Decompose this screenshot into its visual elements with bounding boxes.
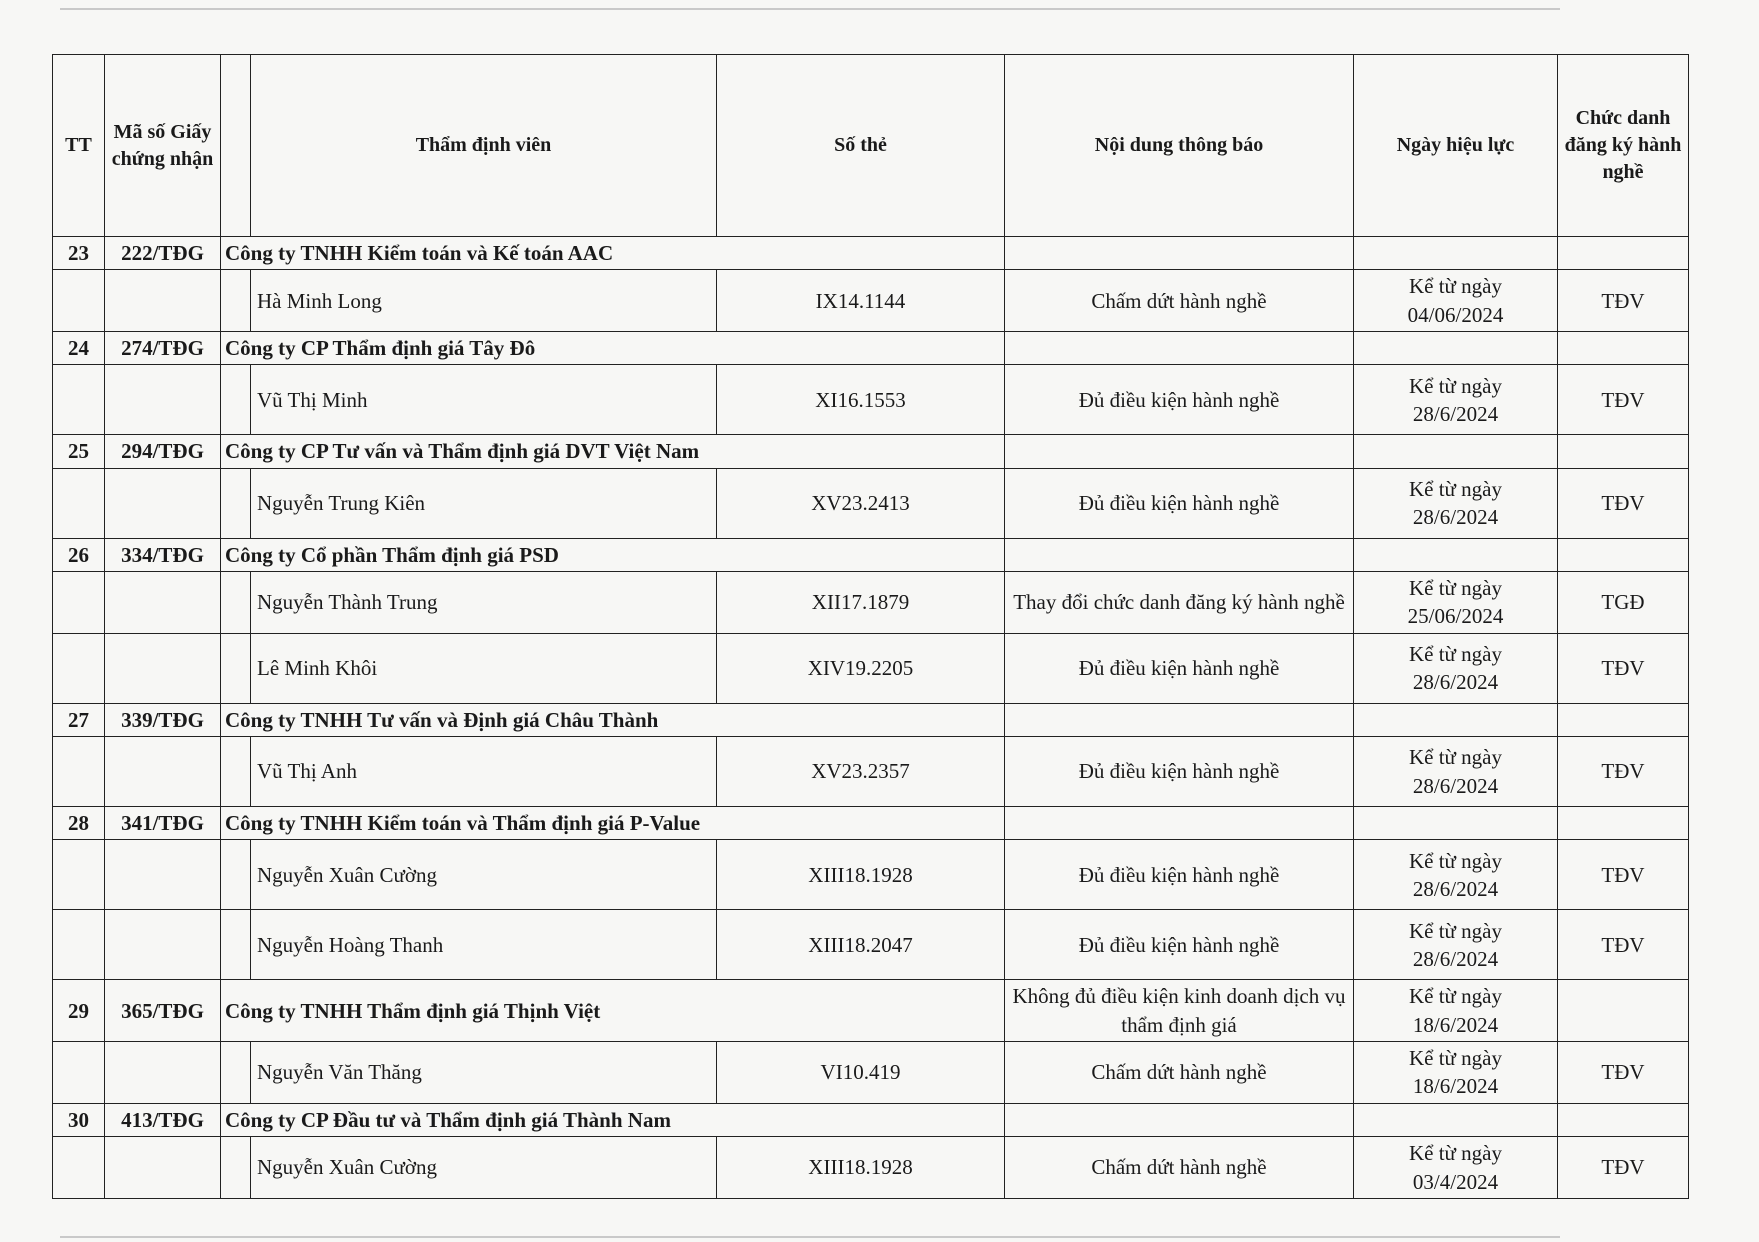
scan-artifact-top xyxy=(60,8,1560,10)
appraiser-name: Nguyễn Hoàng Thanh xyxy=(251,910,717,980)
company-date-empty xyxy=(1354,538,1558,571)
effective-date xyxy=(1354,633,1558,703)
row-spacer xyxy=(221,910,251,980)
practice-title: TĐV xyxy=(1558,365,1689,435)
practice-title: TĐV xyxy=(1558,633,1689,703)
company-row xyxy=(53,237,1689,270)
certificate-code: 294/TĐG xyxy=(105,435,221,468)
date-label: Kể từ ngày xyxy=(1408,641,1503,666)
date-label: Kể từ ngày xyxy=(1408,1046,1503,1071)
row-tt: 25 xyxy=(53,435,105,468)
notice-content: Đủ điều kiện hành nghề xyxy=(1005,840,1354,910)
appraiser-row xyxy=(53,1042,1689,1104)
row-tt: 26 xyxy=(53,538,105,571)
date-value: 18/6/2024 xyxy=(1412,1012,1499,1037)
appraiser-name: Vũ Thị Anh xyxy=(251,737,717,807)
practice-title: TĐV xyxy=(1558,1137,1689,1199)
card-number: XIV19.2205 xyxy=(717,633,1005,703)
certificate-code-empty xyxy=(105,468,221,538)
date-value: 28/6/2024 xyxy=(1412,876,1499,901)
date-label: Kể từ ngày xyxy=(1408,576,1503,601)
row-tt: 23 xyxy=(53,237,105,270)
certificate-code-empty xyxy=(105,572,221,634)
certificate-code-empty xyxy=(105,1042,221,1104)
row-tt-empty xyxy=(53,270,105,332)
notice-content: Đủ điều kiện hành nghề xyxy=(1005,910,1354,980)
appraiser-name: Nguyễn Văn Thăng xyxy=(251,1042,717,1104)
date-value: 28/6/2024 xyxy=(1412,946,1499,971)
company-row xyxy=(53,332,1689,365)
company-row xyxy=(53,435,1689,468)
effective-date xyxy=(1354,840,1558,910)
row-spacer xyxy=(221,468,251,538)
company-notice-empty xyxy=(1005,237,1354,270)
company-name: Công ty CP Thẩm định giá Tây Đô xyxy=(221,332,1005,365)
date-label: Kể từ ngày xyxy=(1408,918,1503,943)
card-number: XIII18.1928 xyxy=(717,840,1005,910)
company-date-empty xyxy=(1354,435,1558,468)
company-date-empty xyxy=(1354,1103,1558,1136)
card-number: XV23.2413 xyxy=(717,468,1005,538)
company-date-empty xyxy=(1354,332,1558,365)
date-label: Kể từ ngày xyxy=(1408,745,1503,770)
company-title-empty xyxy=(1558,332,1689,365)
card-number: VI10.419 xyxy=(717,1042,1005,1104)
certificate-code-empty xyxy=(105,737,221,807)
effective-date xyxy=(1354,1137,1558,1199)
notice-content: Đủ điều kiện hành nghề xyxy=(1005,468,1354,538)
row-spacer xyxy=(221,1042,251,1104)
company-date-empty xyxy=(1354,703,1558,736)
notice-content: Đủ điều kiện hành nghề xyxy=(1005,633,1354,703)
certificate-code: 365/TĐG xyxy=(105,980,221,1042)
card-number: XII17.1879 xyxy=(717,572,1005,634)
company-title-empty xyxy=(1558,703,1689,736)
header-tt: TT xyxy=(53,55,105,237)
row-tt-empty xyxy=(53,737,105,807)
effective-date xyxy=(1354,365,1558,435)
notice-content: Thay đổi chức danh đăng ký hành nghề xyxy=(1005,572,1354,634)
header-code: Mã số Giấy chứng nhận xyxy=(105,55,221,237)
row-tt-empty xyxy=(53,1042,105,1104)
certificate-code: 413/TĐG xyxy=(105,1103,221,1136)
company-row xyxy=(53,703,1689,736)
card-number: XV23.2357 xyxy=(717,737,1005,807)
practice-title: TĐV xyxy=(1558,737,1689,807)
notice-content: Chấm dứt hành nghề xyxy=(1005,1042,1354,1104)
effective-date xyxy=(1354,572,1558,634)
practice-title: TGĐ xyxy=(1558,572,1689,634)
company-name: Công ty Cổ phần Thẩm định giá PSD xyxy=(221,538,1005,571)
date-value: 25/06/2024 xyxy=(1407,604,1504,629)
company-row xyxy=(53,538,1689,571)
date-value: 28/6/2024 xyxy=(1412,670,1499,695)
effective-date xyxy=(1354,468,1558,538)
certificate-code-empty xyxy=(105,840,221,910)
company-row xyxy=(53,807,1689,840)
practice-title: TĐV xyxy=(1558,1042,1689,1104)
row-spacer xyxy=(221,840,251,910)
date-label: Kể từ ngày xyxy=(1408,373,1503,398)
certificate-code: 274/TĐG xyxy=(105,332,221,365)
row-spacer xyxy=(221,737,251,807)
notice-content: Đủ điều kiện hành nghề xyxy=(1005,737,1354,807)
appraiser-row xyxy=(53,840,1689,910)
appraiser-row xyxy=(53,270,1689,332)
row-tt-empty xyxy=(53,633,105,703)
date-value: 03/4/2024 xyxy=(1412,1169,1499,1194)
notice-content: Đủ điều kiện hành nghề xyxy=(1005,365,1354,435)
company-notice: Không đủ điều kiện kinh doanh dịch vụ thẩm định giá xyxy=(1005,980,1354,1042)
row-tt: 30 xyxy=(53,1103,105,1136)
company-title-empty xyxy=(1558,980,1689,1042)
row-tt-empty xyxy=(53,468,105,538)
appraiser-row xyxy=(53,1137,1689,1199)
date-label: Kể từ ngày xyxy=(1408,476,1503,501)
appraiser-row xyxy=(53,633,1689,703)
row-tt: 24 xyxy=(53,332,105,365)
date-label: Kể từ ngày xyxy=(1408,274,1503,299)
certificate-code-empty xyxy=(105,270,221,332)
card-number: IX14.1144 xyxy=(717,270,1005,332)
effective-date xyxy=(1354,270,1558,332)
practice-title: TĐV xyxy=(1558,840,1689,910)
company-date-empty xyxy=(1354,237,1558,270)
company-title-empty xyxy=(1558,237,1689,270)
certificate-code: 341/TĐG xyxy=(105,807,221,840)
appraiser-name: Nguyễn Trung Kiên xyxy=(251,468,717,538)
company-name: Công ty TNHH Thẩm định giá Thịnh Việt xyxy=(221,980,1005,1042)
company-notice-empty xyxy=(1005,703,1354,736)
company-notice-empty xyxy=(1005,538,1354,571)
appraiser-name: Vũ Thị Minh xyxy=(251,365,717,435)
header-spacer xyxy=(221,55,251,237)
row-spacer xyxy=(221,633,251,703)
certificate-code-empty xyxy=(105,910,221,980)
company-title-empty xyxy=(1558,435,1689,468)
row-tt: 28 xyxy=(53,807,105,840)
appraiser-row xyxy=(53,737,1689,807)
card-number: XI16.1553 xyxy=(717,365,1005,435)
company-name: Công ty TNHH Kiểm toán và Kế toán AAC xyxy=(221,237,1005,270)
certificate-code-empty xyxy=(105,633,221,703)
appraiser-row xyxy=(53,910,1689,980)
appraiser-row xyxy=(53,572,1689,634)
company-name: Công ty TNHH Tư vấn và Định giá Châu Thành xyxy=(221,703,1005,736)
company-row xyxy=(53,980,1689,1042)
date-label: Kể từ ngày xyxy=(1408,848,1503,873)
effective-date xyxy=(1354,1042,1558,1104)
appraiser-notice-table xyxy=(52,54,1689,1199)
header-title: Chức danh đăng ký hành nghề xyxy=(1558,55,1689,237)
company-title-empty xyxy=(1558,538,1689,571)
row-tt-empty xyxy=(53,840,105,910)
appraiser-row xyxy=(53,365,1689,435)
company-notice-empty xyxy=(1005,807,1354,840)
row-tt-empty xyxy=(53,572,105,634)
date-value: 18/6/2024 xyxy=(1412,1074,1499,1099)
date-value: 28/6/2024 xyxy=(1412,773,1499,798)
notice-content: Chấm dứt hành nghề xyxy=(1005,1137,1354,1199)
practice-title: TĐV xyxy=(1558,270,1689,332)
appraiser-name: Hà Minh Long xyxy=(251,270,717,332)
date-value: 28/6/2024 xyxy=(1412,401,1499,426)
date-label: Kể từ ngày xyxy=(1408,984,1503,1009)
header-appraiser: Thẩm định viên xyxy=(251,55,717,237)
certificate-code: 222/TĐG xyxy=(105,237,221,270)
document-page xyxy=(52,54,1689,1199)
date-label: Kể từ ngày xyxy=(1408,1141,1503,1166)
appraiser-row xyxy=(53,468,1689,538)
certificate-code-empty xyxy=(105,1137,221,1199)
company-notice-empty xyxy=(1005,1103,1354,1136)
appraiser-name: Nguyễn Xuân Cường xyxy=(251,1137,717,1199)
company-notice-empty xyxy=(1005,435,1354,468)
card-number: XIII18.2047 xyxy=(717,910,1005,980)
header-card: Số thẻ xyxy=(717,55,1005,237)
company-title-empty xyxy=(1558,807,1689,840)
header-date: Ngày hiệu lực xyxy=(1354,55,1558,237)
row-tt: 27 xyxy=(53,703,105,736)
row-tt-empty xyxy=(53,1137,105,1199)
table-body xyxy=(53,237,1689,1199)
row-spacer xyxy=(221,365,251,435)
company-name: Công ty TNHH Kiểm toán và Thẩm định giá P-Value xyxy=(221,807,1005,840)
effective-date xyxy=(1354,910,1558,980)
appraiser-name: Lê Minh Khôi xyxy=(251,633,717,703)
scan-artifact-bottom xyxy=(60,1236,1560,1238)
certificate-code: 339/TĐG xyxy=(105,703,221,736)
appraiser-name: Nguyễn Xuân Cường xyxy=(251,840,717,910)
certificate-code-empty xyxy=(105,365,221,435)
company-effective-date xyxy=(1354,980,1558,1042)
certificate-code: 334/TĐG xyxy=(105,538,221,571)
row-spacer xyxy=(221,270,251,332)
company-name: Công ty CP Đầu tư và Thẩm định giá Thành Nam xyxy=(221,1103,1005,1136)
appraiser-name: Nguyễn Thành Trung xyxy=(251,572,717,634)
company-notice-empty xyxy=(1005,332,1354,365)
company-date-empty xyxy=(1354,807,1558,840)
row-tt-empty xyxy=(53,365,105,435)
header-content: Nội dung thông báo xyxy=(1005,55,1354,237)
card-number: XIII18.1928 xyxy=(717,1137,1005,1199)
header-row xyxy=(53,55,1689,237)
effective-date xyxy=(1354,737,1558,807)
row-tt-empty xyxy=(53,910,105,980)
practice-title: TĐV xyxy=(1558,468,1689,538)
date-value: 04/06/2024 xyxy=(1407,302,1504,327)
notice-content: Chấm dứt hành nghề xyxy=(1005,270,1354,332)
row-tt: 29 xyxy=(53,980,105,1042)
date-value: 28/6/2024 xyxy=(1412,505,1499,530)
company-row xyxy=(53,1103,1689,1136)
row-spacer xyxy=(221,1137,251,1199)
company-name: Công ty CP Tư vấn và Thẩm định giá DVT Việt Nam xyxy=(221,435,1005,468)
practice-title: TĐV xyxy=(1558,910,1689,980)
row-spacer xyxy=(221,572,251,634)
company-title-empty xyxy=(1558,1103,1689,1136)
